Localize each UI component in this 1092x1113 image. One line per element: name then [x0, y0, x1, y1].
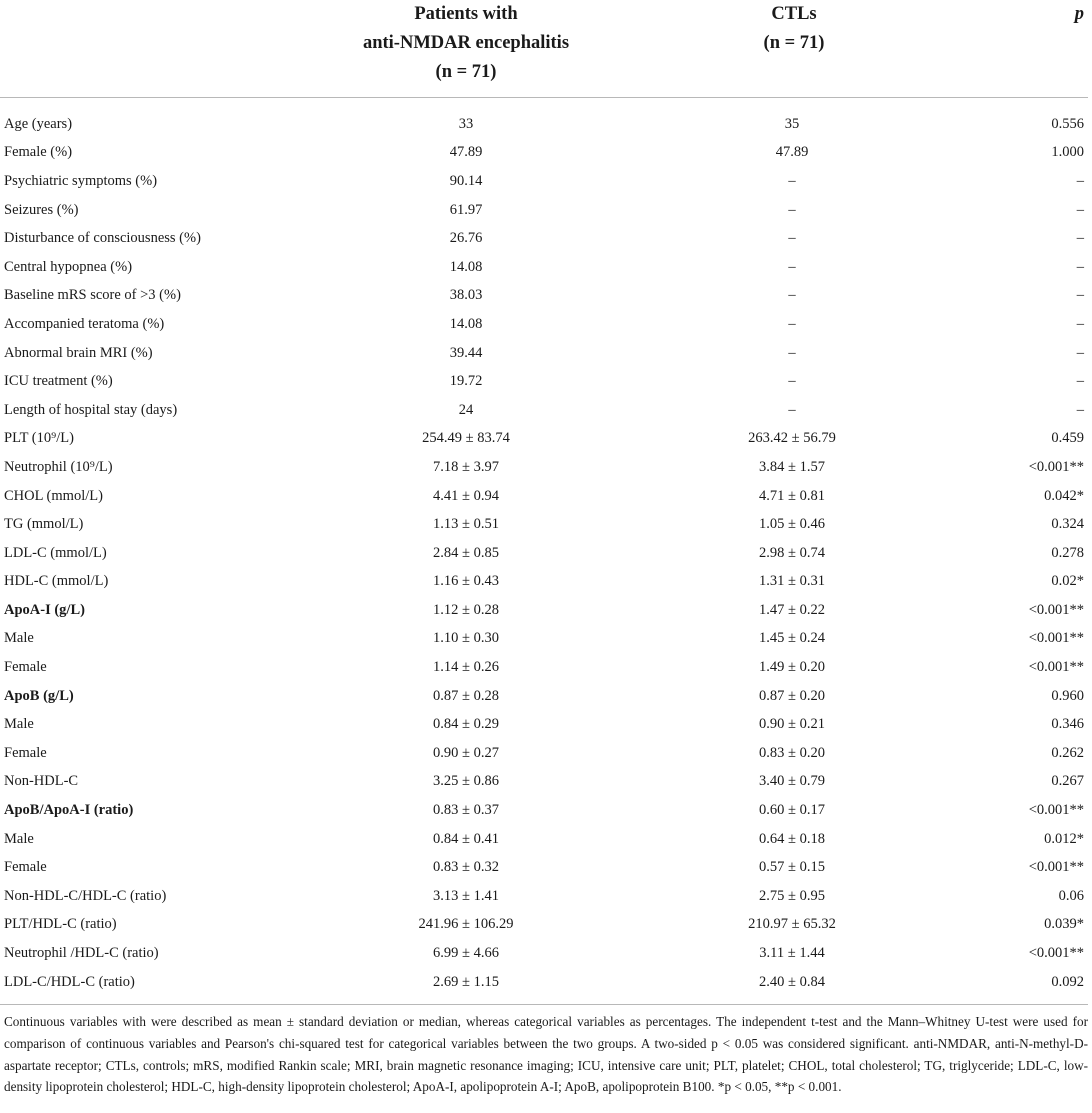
ctls-value: 3.40 ± 0.79: [759, 773, 825, 790]
table-row: [0, 310, 1088, 339]
p-value: 0.267: [1051, 773, 1084, 790]
p-value: –: [1076, 344, 1084, 361]
ctls-value: 0.90 ± 0.21: [759, 716, 825, 733]
row-label: ICU treatment (%): [4, 373, 113, 390]
row-label: HDL-C (mmol/L): [4, 573, 109, 590]
table-row: [0, 196, 1088, 225]
table-row: [0, 339, 1088, 368]
table-footnote: Continuous variables with were described as mean ± standard deviation or median, whereas categorical variables as percentages. The independent t-test and the Mann–Whitney U-test were used for comparison of continuous variables and Pearson's chi-squared test for categorical variables between the two groups. A two-sided p < 0.05 was considered significant. anti-NMDAR, anti-N-methyl-D-aspartate receptor; CTLs, controls; mRS, modified Rankin scale; MRI, brain magnetic resonance imaging; ICU, intensive care unit; PLT, platelet; CHOL, total cholesterol; TG, triglyceride; LDL-C, low-density lipoprotein cholesterol; HDL-C, high-density lipoprotein cholesterol; ApoA-I, apolipoprotein A-I; ApoB, apolipoprotein B100. *p < 0.05, **p < 0.001.: [4, 1014, 1088, 1095]
row-label: Disturbance of consciousness (%): [4, 230, 201, 247]
p-value: –: [1076, 373, 1084, 390]
row-label: Male: [4, 630, 34, 647]
ctls-value: 0.57 ± 0.15: [759, 859, 825, 876]
ctls-value: –: [788, 172, 796, 189]
ctls-value: –: [788, 401, 796, 418]
p-value: 0.262: [1051, 744, 1084, 761]
patients-value: 14.08: [449, 315, 483, 332]
p-value: 0.039*: [1044, 916, 1084, 933]
row-label: ApoB/ApoA-I (ratio): [4, 802, 134, 819]
p-value: <0.001**: [1028, 601, 1084, 618]
p-value: 0.02*: [1051, 573, 1084, 590]
p-value: 0.556: [1051, 115, 1084, 132]
ctls-value: –: [788, 315, 796, 332]
p-value: –: [1076, 201, 1084, 218]
patients-value: 6.99 ± 4.66: [433, 945, 499, 962]
p-value: 0.06: [1058, 887, 1084, 904]
header-patients-n: (n = 71): [435, 62, 497, 82]
row-label: Neutrophil (10⁹/L): [4, 458, 113, 475]
p-value: <0.001**: [1028, 859, 1084, 876]
row-label: Female: [4, 859, 47, 876]
patients-value: 1.10 ± 0.30: [433, 630, 499, 647]
patients-value: 3.13 ± 1.41: [433, 887, 499, 904]
ctls-value: –: [788, 344, 796, 361]
row-label: Neutrophil /HDL-C (ratio): [4, 945, 159, 962]
table-row: [0, 253, 1088, 282]
table-row: [0, 396, 1088, 425]
patients-value: 1.13 ± 0.51: [433, 516, 499, 533]
patients-value: 241.96 ± 106.29: [418, 916, 514, 933]
row-label: Seizures (%): [4, 201, 79, 218]
patients-value: 24: [458, 401, 474, 418]
table-row: [0, 367, 1088, 396]
ctls-value: 35: [784, 115, 800, 132]
ctls-value: 2.98 ± 0.74: [759, 544, 825, 561]
table-row: [0, 796, 1088, 825]
patients-value: 7.18 ± 3.97: [433, 458, 499, 475]
ctls-value: 263.42 ± 56.79: [748, 430, 836, 447]
p-value: <0.001**: [1028, 802, 1084, 819]
ctls-value: 1.31 ± 0.31: [759, 573, 825, 590]
ctls-value: 0.83 ± 0.20: [759, 744, 825, 761]
p-value: –: [1076, 258, 1084, 275]
patients-value: 38.03: [449, 287, 483, 304]
row-label: Age (years): [4, 115, 73, 132]
row-label: TG (mmol/L): [4, 516, 84, 533]
patients-value: 1.12 ± 0.28: [433, 601, 499, 618]
patients-value: 33: [458, 115, 474, 132]
patients-value: 2.84 ± 0.85: [433, 544, 499, 561]
patients-value: 3.25 ± 0.86: [433, 773, 499, 790]
ctls-value: –: [788, 201, 796, 218]
p-value: –: [1076, 401, 1084, 418]
table-row: [0, 853, 1088, 882]
p-value: –: [1076, 287, 1084, 304]
row-label: Abnormal brain MRI (%): [4, 344, 153, 361]
ctls-value: 0.60 ± 0.17: [759, 802, 825, 819]
p-value: 0.960: [1051, 687, 1084, 704]
table-row: [0, 968, 1088, 1003]
row-label: Female: [4, 659, 47, 676]
p-value: 0.012*: [1044, 830, 1084, 847]
table-row: [0, 510, 1088, 539]
row-label: Accompanied teratoma (%): [4, 315, 165, 332]
patients-value: 0.84 ± 0.29: [433, 716, 499, 733]
row-label: PLT/HDL-C (ratio): [4, 916, 117, 933]
ctls-value: –: [788, 258, 796, 275]
header-patients-line1: Patients with: [414, 4, 518, 24]
p-value: <0.001**: [1028, 458, 1084, 475]
header-ctls: [616, 0, 962, 98]
header-ctls-line1: CTLs: [771, 4, 817, 24]
row-label: Central hypopnea (%): [4, 258, 133, 275]
row-label: Male: [4, 716, 34, 733]
row-label: Non-HDL-C: [4, 773, 79, 790]
ctls-value: 1.05 ± 0.46: [759, 516, 825, 533]
table-row: [0, 224, 1088, 253]
p-value: –: [1076, 315, 1084, 332]
table-row: [0, 625, 1088, 654]
ctls-value: –: [788, 287, 796, 304]
row-label: Length of hospital stay (days): [4, 401, 178, 418]
patients-value: 0.84 ± 0.41: [433, 830, 499, 847]
p-value: <0.001**: [1028, 630, 1084, 647]
p-value: 0.459: [1051, 430, 1084, 447]
p-value: 0.042*: [1044, 487, 1084, 504]
table-body: [0, 98, 1088, 1003]
row-label: PLT (10⁹/L): [4, 430, 74, 447]
header-p: p: [962, 0, 1088, 98]
table-row: [0, 768, 1088, 797]
patients-value: 0.83 ± 0.37: [433, 802, 499, 819]
table-row: [0, 739, 1088, 768]
patients-value: 1.14 ± 0.26: [433, 659, 499, 676]
row-label: Male: [4, 830, 34, 847]
table-row: [0, 911, 1088, 940]
row-label: LDL-C (mmol/L): [4, 544, 107, 561]
table-row: [0, 539, 1088, 568]
patients-value: 254.49 ± 83.74: [422, 430, 510, 447]
ctls-value: 3.84 ± 1.57: [759, 458, 825, 475]
row-label: Baseline mRS score of >3 (%): [4, 287, 181, 304]
ctls-value: 2.40 ± 0.84: [759, 973, 825, 990]
ctls-value: –: [788, 373, 796, 390]
table-row: [0, 453, 1088, 482]
table-row: [0, 282, 1088, 311]
table-row: [0, 882, 1088, 911]
p-value: <0.001**: [1028, 659, 1084, 676]
row-label: ApoB (g/L): [4, 687, 74, 704]
ctls-value: 2.75 ± 0.95: [759, 887, 825, 904]
patients-value: 26.76: [449, 230, 483, 247]
p-value: 0.278: [1051, 544, 1084, 561]
patients-value: 0.90 ± 0.27: [433, 744, 499, 761]
p-value: 0.324: [1051, 516, 1084, 533]
header-ctls-n: (n = 71): [763, 33, 825, 53]
p-value: 0.346: [1051, 716, 1084, 733]
patients-value: 0.83 ± 0.32: [433, 859, 499, 876]
ctls-value: 210.97 ± 65.32: [748, 916, 836, 933]
row-label: CHOL (mmol/L): [4, 487, 103, 504]
patients-value: 47.89: [449, 144, 483, 161]
p-value: –: [1076, 230, 1084, 247]
table-row: [0, 139, 1088, 168]
patients-value: 0.87 ± 0.28: [433, 687, 499, 704]
header-label-column: [0, 0, 316, 98]
ctls-value: 4.71 ± 0.81: [759, 487, 825, 504]
table-row: [0, 825, 1088, 854]
table-row: [0, 167, 1088, 196]
table-row: [0, 425, 1088, 454]
ctls-value: 0.64 ± 0.18: [759, 830, 825, 847]
ctls-value: 1.45 ± 0.24: [759, 630, 825, 647]
table-row: [0, 568, 1088, 597]
patients-value: 4.41 ± 0.94: [433, 487, 499, 504]
row-label: Non-HDL-C/HDL-C (ratio): [4, 887, 167, 904]
table-row: [0, 710, 1088, 739]
ctls-value: –: [788, 230, 796, 247]
p-value: –: [1076, 172, 1084, 189]
patients-value: 2.69 ± 1.15: [433, 973, 499, 990]
table-row: [0, 596, 1088, 625]
patients-value: 1.16 ± 0.43: [433, 573, 499, 590]
table-row: [0, 939, 1088, 968]
header-patients-line2: anti-NMDAR encephalitis: [362, 33, 570, 53]
table-row: [0, 682, 1088, 711]
ctls-value: 1.49 ± 0.20: [759, 659, 825, 676]
row-label: LDL-C/HDL-C (ratio): [4, 973, 135, 990]
ctls-value: 3.11 ± 1.44: [759, 945, 825, 962]
patients-value: 90.14: [449, 172, 483, 189]
row-label: Female (%): [4, 144, 73, 161]
table-row: [0, 98, 1088, 139]
row-label: Psychiatric symptoms (%): [4, 172, 158, 189]
ctls-value: 0.87 ± 0.20: [759, 687, 825, 704]
table-header: [0, 0, 1088, 98]
p-value: 0.092: [1051, 973, 1084, 990]
patients-value: 14.08: [449, 258, 483, 275]
patients-value: 39.44: [449, 344, 483, 361]
table-row: [0, 482, 1088, 511]
patients-value: 61.97: [449, 201, 483, 218]
patients-value: 19.72: [449, 373, 483, 390]
row-label: Female: [4, 744, 47, 761]
ctls-value: 1.47 ± 0.22: [759, 601, 825, 618]
p-value: 1.000: [1051, 144, 1084, 161]
row-label: ApoA-I (g/L): [4, 601, 85, 618]
header-patients: [316, 0, 616, 98]
table-row: [0, 653, 1088, 682]
ctls-value: 47.89: [775, 144, 809, 161]
p-value: <0.001**: [1028, 945, 1084, 962]
table-bottom-rule: [0, 1004, 1088, 1005]
